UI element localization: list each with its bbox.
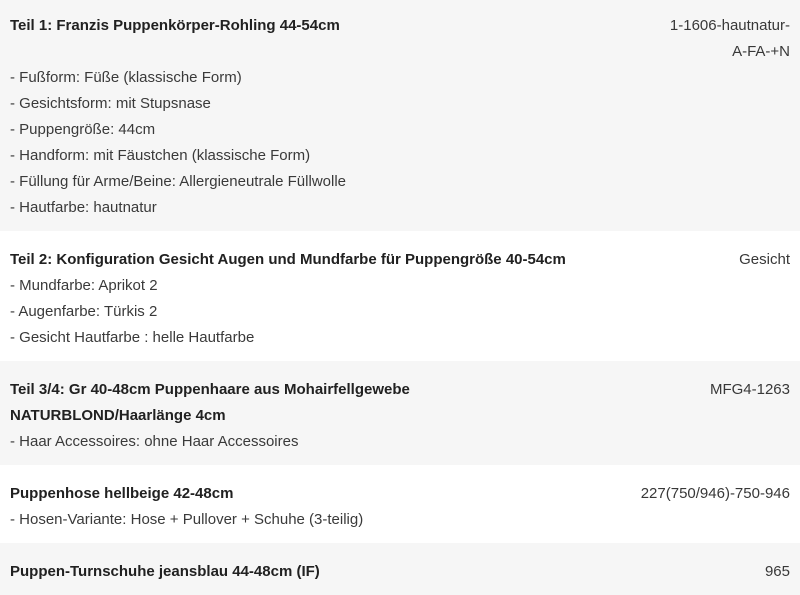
config-item: - Füllung für Arme/Beine: Allergieneutrale Füllwolle (10, 173, 346, 190)
config-item: - Hosen-Variante: Hose + Pullover + Schuhe (3-teilig) (10, 511, 364, 528)
section-header (10, 377, 790, 429)
section-title (10, 377, 686, 429)
section-code-line: A-FA-+N (732, 43, 790, 60)
section-code (641, 481, 790, 507)
section-title-line: Teil 1: Franzis Puppenkörper-Rohling 44-54cm (10, 17, 340, 34)
config-item: - Gesicht Hautfarbe : helle Hautfarbe (10, 329, 255, 346)
config-item: - Hautfarbe: hautnatur (10, 199, 157, 216)
config-item: - Gesichtsform: mit Stupsnase (10, 95, 211, 112)
section-title-line: NATURBLOND/Haarlänge 4cm (10, 407, 226, 424)
section-code (710, 377, 790, 403)
section-code (739, 247, 790, 273)
config-item: - Mundfarbe: Aprikot 2 (10, 277, 158, 294)
section-code-line: 227(750/946)-750-946 (640, 485, 790, 502)
section-items (10, 429, 790, 455)
section-title-line: Teil 2: Konfiguration Gesicht Augen und Mundfarbe für Puppengröße 40-54cm (10, 251, 566, 268)
config-item: - Haar Accessoires: ohne Haar Accessoires (10, 433, 299, 450)
config-section-puppenhose (0, 465, 800, 543)
section-title-line: Teil 3/4: Gr 40-48cm Puppenhaare aus Mohairfellgewebe (10, 381, 410, 398)
config-section-teil-3-4 (0, 361, 800, 465)
section-code-line: 965 (764, 563, 790, 580)
config-item: - Fußform: Füße (klassische Form) (10, 69, 242, 86)
config-section-teil-2 (0, 231, 800, 361)
section-header (10, 481, 790, 507)
section-header (10, 13, 790, 65)
section-title (10, 481, 617, 507)
config-item: - Handform: mit Fäustchen (klassische Form) (10, 147, 311, 164)
section-items (10, 507, 790, 533)
section-code-line: 1-1606-hautnatur- (669, 17, 790, 34)
section-title (10, 559, 741, 585)
section-code-line: MFG4-1263 (709, 381, 790, 398)
section-title-line: Puppen-Turnschuhe jeansblau 44-48cm (IF) (10, 563, 320, 580)
section-title-line: Puppenhose hellbeige 42-48cm (10, 485, 234, 502)
section-items (10, 273, 790, 351)
section-title (10, 13, 646, 39)
section-header (10, 559, 790, 585)
config-section-teil-1 (0, 0, 800, 231)
section-code-line: Gesicht (739, 251, 790, 268)
config-item: - Puppengröße: 44cm (10, 121, 156, 138)
section-code (670, 13, 790, 65)
section-title (10, 247, 715, 273)
config-item: - Augenfarbe: Türkis 2 (10, 303, 158, 320)
section-header (10, 247, 790, 273)
section-code (765, 559, 790, 585)
section-items (10, 65, 790, 221)
config-section-turnschuhe (0, 543, 800, 595)
